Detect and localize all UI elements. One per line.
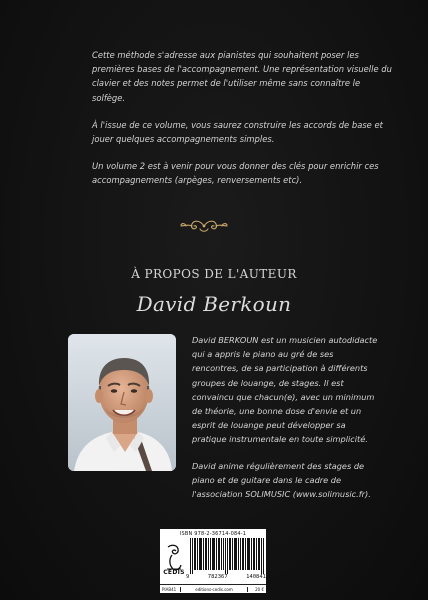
barcode-digits [186,574,266,580]
publisher-website: editions-cedis.com [181,587,248,592]
author-name: David Berkoun [136,292,292,316]
isbn-text: ISBN 978-2-36714-084-1 [179,531,247,537]
intro-paragraph-3: Un volume 2 est à venir pour vous donner des clés pour enrichir ces accompagnements (arpèges, renversements etc). [92,161,379,186]
bio-paragraph-2: David anime régulièrement des stages de piano et de guitare dans le cadre de l'association SOLIMUSIC (www.solimusic.fr). [192,460,371,500]
barcode-digit-lead: 9 [186,574,190,580]
intro-paragraph-2: À l'issue de ce volume, vous saurez construire les accords de base et jouer quelques accompagnements simples. [92,119,383,145]
barcode-footer [160,584,266,593]
product-reference: PIAB41 [160,587,181,592]
barcode-digit-group-2: 140841 [246,574,266,580]
barcode-bars [190,538,264,574]
author-bio [192,333,382,513]
author-photo [68,334,176,471]
bio-paragraph-1: David BERKOUN est un musicien autodidacte qui a appris le piano au gré de ses rencontres, de sa participation à différents groupes de louange, de stages. Il est convaincu que chacun(e), avec un minimum de théorie, une bonne dose d'envie et un esprit de louange peut développer sa pratique instrumentale en toute simplicité. [192,335,378,445]
price-label: 20 € [255,586,264,592]
intro-paragraph-1: Cette méthode s'adresse aux pianistes qui souhaitent poser les premières bases de l'accompagnement. Une représentation visuelle du clavier et des notes permet de l'utiliser même sans connaître le solfège. [92,50,392,103]
barcode-digit-group-1: 782367 [207,574,228,580]
intro-text [92,48,392,201]
about-author-heading: À PROPOS DE L'AUTEUR [131,267,297,281]
barcode-label [160,529,266,593]
ornament-divider-icon [178,217,230,235]
publisher-logo-text: CEDIS [163,569,185,576]
